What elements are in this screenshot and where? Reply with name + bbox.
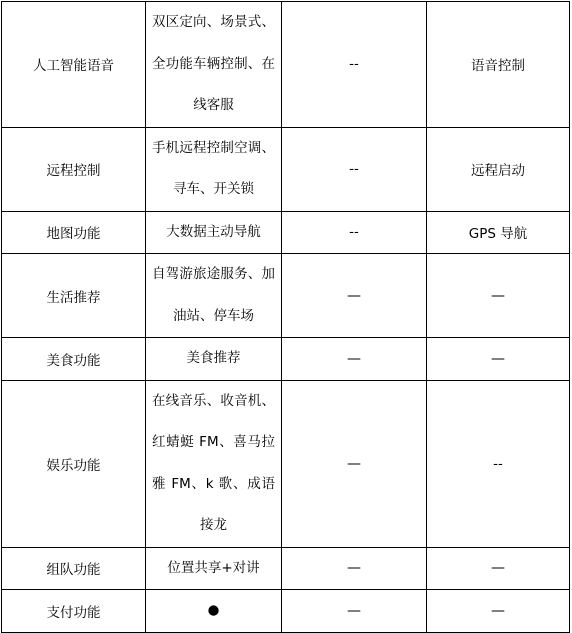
- value-text: —: [347, 287, 361, 304]
- table-row: [2, 211, 570, 254]
- value-text: —: [491, 602, 505, 619]
- detail-cell: [146, 338, 282, 381]
- value-text: —: [491, 560, 505, 577]
- feature-comparison-table: [1, 1, 570, 633]
- value-cell: [282, 2, 427, 128]
- feature-cell: [2, 590, 146, 633]
- value-text: —: [491, 350, 505, 367]
- value-text: --: [349, 224, 359, 241]
- table-row: [2, 254, 570, 338]
- table-row: [2, 338, 570, 381]
- value-text: —: [347, 350, 361, 367]
- value-cell: [427, 547, 570, 590]
- table-row: [2, 590, 570, 633]
- value-cell: [427, 590, 570, 633]
- bullet-icon: ●: [207, 602, 220, 618]
- feature-label: 地图功能: [46, 226, 101, 243]
- feature-cell: [2, 380, 146, 547]
- detail-text: 手机远程控制空调、寻车、开关锁: [152, 139, 275, 197]
- value-text: GPS 导航: [468, 226, 528, 243]
- value-cell: [427, 380, 570, 547]
- value-text: --: [349, 161, 359, 177]
- feature-label: 支付功能: [46, 604, 101, 621]
- detail-text: 大数据主动导航: [166, 223, 261, 240]
- value-text: --: [349, 56, 359, 73]
- table-row: [2, 380, 570, 547]
- feature-label: 人工智能语音: [33, 58, 114, 75]
- table-row: [2, 547, 570, 590]
- feature-label: 组队功能: [46, 562, 101, 579]
- value-text: 语音控制: [471, 58, 525, 75]
- value-cell: [282, 211, 427, 254]
- feature-label: 生活推荐: [46, 289, 101, 306]
- value-cell: [282, 254, 427, 338]
- table-row: [2, 127, 570, 211]
- feature-label: 娱乐功能: [46, 457, 101, 474]
- detail-text: 在线音乐、收音机、红蜻蜓 FM、喜马拉雅 FM、k 歌、成语接龙: [152, 392, 275, 533]
- value-cell: [427, 254, 570, 338]
- value-cell: [282, 380, 427, 547]
- detail-cell: [146, 127, 282, 211]
- value-text: —: [347, 560, 361, 577]
- detail-cell: [146, 380, 282, 547]
- value-cell: [282, 127, 427, 211]
- detail-text: 双区定向、场景式、全功能车辆控制、在线客服: [152, 14, 275, 113]
- value-cell: [282, 547, 427, 590]
- detail-cell: [146, 547, 282, 590]
- value-cell: [427, 127, 570, 211]
- value-cell: [427, 338, 570, 381]
- value-cell: [282, 338, 427, 381]
- feature-cell: [2, 547, 146, 590]
- value-text: —: [347, 602, 361, 619]
- detail-cell: [146, 211, 282, 254]
- feature-cell: [2, 254, 146, 338]
- feature-cell: [2, 338, 146, 381]
- detail-text: 自驾游旅途服务、加油站、停车场: [152, 266, 275, 324]
- detail-cell: [146, 2, 282, 128]
- value-text: —: [491, 287, 505, 304]
- feature-cell: [2, 211, 146, 254]
- feature-cell: [2, 2, 146, 128]
- value-cell: [427, 211, 570, 254]
- feature-label: 美食功能: [46, 352, 101, 369]
- detail-cell: [146, 254, 282, 338]
- value-cell: [282, 590, 427, 633]
- value-text: --: [493, 455, 503, 472]
- value-cell: [427, 2, 570, 128]
- feature-cell: [2, 127, 146, 211]
- detail-text: 位置共享+对讲: [167, 559, 260, 576]
- detail-cell: [146, 590, 282, 633]
- value-text: 远程启动: [471, 163, 525, 179]
- value-text: —: [347, 455, 361, 472]
- detail-text: 美食推荐: [186, 350, 241, 366]
- feature-label: 远程控制: [46, 163, 101, 179]
- table-row: [2, 2, 570, 128]
